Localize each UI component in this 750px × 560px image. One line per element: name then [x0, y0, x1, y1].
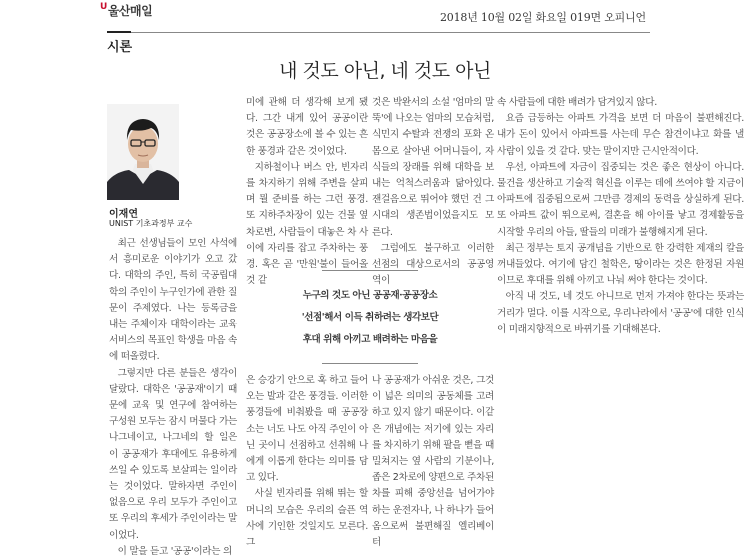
paragraph: 최근 선생님들이 모인 사석에서 흥미로운 이야기가 오고 갔다. 대학의 주인, 특히 국공립대학의 주인이 누구인가에 관한 질문이 주제였다. 나는 등록금을 내는 주체이자 대학이라는 교육서비스의 목표인 학생을 마음 속에 떠올렸다.	[109, 238, 237, 363]
paragraph: 그렇지만 다른 분들은 생각이 달랐다. 대학은 '공공재'이기 때문에 교육 및 연구에 참여하는 구성원 모두는 잠시 머물다 가는 나그네이고, 나그네의 할 일은 이 공공재가 후대에도 유용하게 쓰일 수 있도록 보살피는 일이라는 것이었다. 말하자면 주인이 없음으로 우리 모두가 주인이고 또 우리의 후세가 주인이라는 말이었다.	[109, 367, 237, 541]
article-column-4	[497, 95, 744, 338]
paragraph: 지하철이나 버스 안, 빈자리를 차지하기 위해 주변을 살피며 뭘 준비를 하는 그런 풍경. 또 지하주차장이 있는 건물 옆 차로변, 사람들이 대놓은 차 사이에 자리를 잡고 주차하는 풍경. 혹은 곧 '만원'불이 들어올 것 같	[246, 161, 368, 287]
dateline: 2018년 10월 02일 화요일 019면 오피니언	[440, 11, 646, 24]
newspaper-logo	[100, 2, 152, 19]
article-column-2-bottom	[246, 373, 368, 551]
header-divider	[107, 32, 650, 33]
paragraph: 요즘 급등하는 아파트 가격을 보면 더 마음이 불편해진다. 내가 돈이 있어서 아파트를 사는데 무슨 참견이냐고 화를 낼 사람이 있을 것 같다. 맞는 말이지만 근시안적이다.	[497, 113, 744, 157]
paragraph: 속 사람들에 대한 배려가 담겨있지 않다.	[497, 97, 657, 108]
paragraph: 이 말을 듣고 '공공'이라는 의	[117, 545, 232, 557]
paragraph: 것은 박완서의 소설 '엄마의 말뚝'에 나오는 엄마의 모습처럼, 식민지 수탈과 전쟁의 포화 온몸으로 살아낸 어머니들이, 자식들의 장래를 위해 대학을 보내는 억척스러움과 닮아있다. 잰걸음으로 뛰어야 했던 건 그 시대의 생존법이었을지도 모른다.	[372, 97, 494, 238]
author-title: UNIST 기초과정부 교수	[109, 219, 193, 228]
author-name: 이재연	[109, 209, 138, 220]
article-column-3-bottom	[372, 373, 494, 551]
section-marker	[107, 31, 131, 33]
paragraph: 우선, 아파트에 자금이 집중되는 것은 좋은 현상이 아니다. 물건을 생산하고 기술적 혁신을 이루는 데에 쓰여야 할 지금이 아파트에 집중됨으로써 그만큼 경제의 동력을 상실하게 된다. 또 아파트 값이 뛰으로써, 결혼을 해 아이를 낳고 경제활동을 시작할 우리의 아들, 딸들의 미래가 불행해지게 된다.	[497, 161, 744, 238]
section-label: 시론	[107, 40, 133, 55]
paragraph: 은 승강기 안으로 훅 하고 들어오는 발과 같은 풍경들. 이러한 풍경들에 비춰봤을 때 공공장소는 너도 나도 아직 주인이 아닌 곳이니 선점하고 선취해 나에게 이롭게 한다는 의미를 담고 있다.	[246, 375, 368, 484]
paragraph: 나 공공재가 아쉬운 것은, 그것이 넓은 의미의 공동체를 고려하고 있지 않기 때문이다. 이같은 개념에는 저기에 있는 자리를 차지하기 위해 팔을 뻗을 때 밀쳐지는 옆 사람의 기분이나, 좁은 2차로에 양편으로 주차된 차를 피해 중앙선을 넘어가야 하는 운전자나, 나 하나가 들어옴으로써 불편해질 엘리베이터	[372, 375, 494, 549]
article-column-1	[109, 236, 237, 560]
author-portrait-icon	[107, 104, 179, 200]
pull-quote-line: 후대 위해 아끼고 배려하는 마음을	[302, 334, 438, 345]
logo-mark-icon: U	[100, 2, 107, 12]
paragraph: 사실 빈자리를 위해 뛰는 할머니의 모습은 우리의 슬픈 역사에 기인한 것일지도 모른다. 그	[246, 488, 368, 549]
pull-quote-rule-bottom	[322, 363, 418, 364]
article-column-2-top	[246, 95, 368, 289]
logo-text: 울산매일	[107, 4, 153, 18]
paragraph: 최근 정부는 토지 공개념을 기반으로 한 강력한 제재의 칼을 꺼내들었다. 여기에 담긴 철학은, 땅이라는 것은 한정된 자원이므로 후대를 위해 아끼고 나눠 써야 한다는 것이다.	[497, 242, 744, 287]
pull-quote-line: 누구의 것도 아닌 공공재·공공장소	[302, 290, 438, 301]
paragraph: 미에 관해 더 생각해 보게 됐다. 그간 내게 있어 공공이란 것은 공공장소에 볼 수 있는 흔한 풍경과 같은 것이었다.	[246, 97, 368, 157]
author-photo	[107, 104, 179, 200]
pull-quote-line: '선점'해서 이득 취하려는 생각보단	[301, 312, 439, 323]
paragraph: 그럼에도 불구하고 이러한 선점의 대상으로서의 공공영역이	[372, 242, 494, 287]
paragraph: 아직 내 것도, 네 것도 아니므로 먼저 가져야 한다는 뜻과는 거리가 멀다. 이를 시작으로, 우리나라에서 '공공'에 대한 인식이 미래지향적으로 바뀌기를 기대해본다.	[497, 291, 744, 335]
article-column-3-top	[372, 95, 494, 289]
article-headline: 내 것도 아닌, 네 것도 아닌	[279, 60, 491, 82]
